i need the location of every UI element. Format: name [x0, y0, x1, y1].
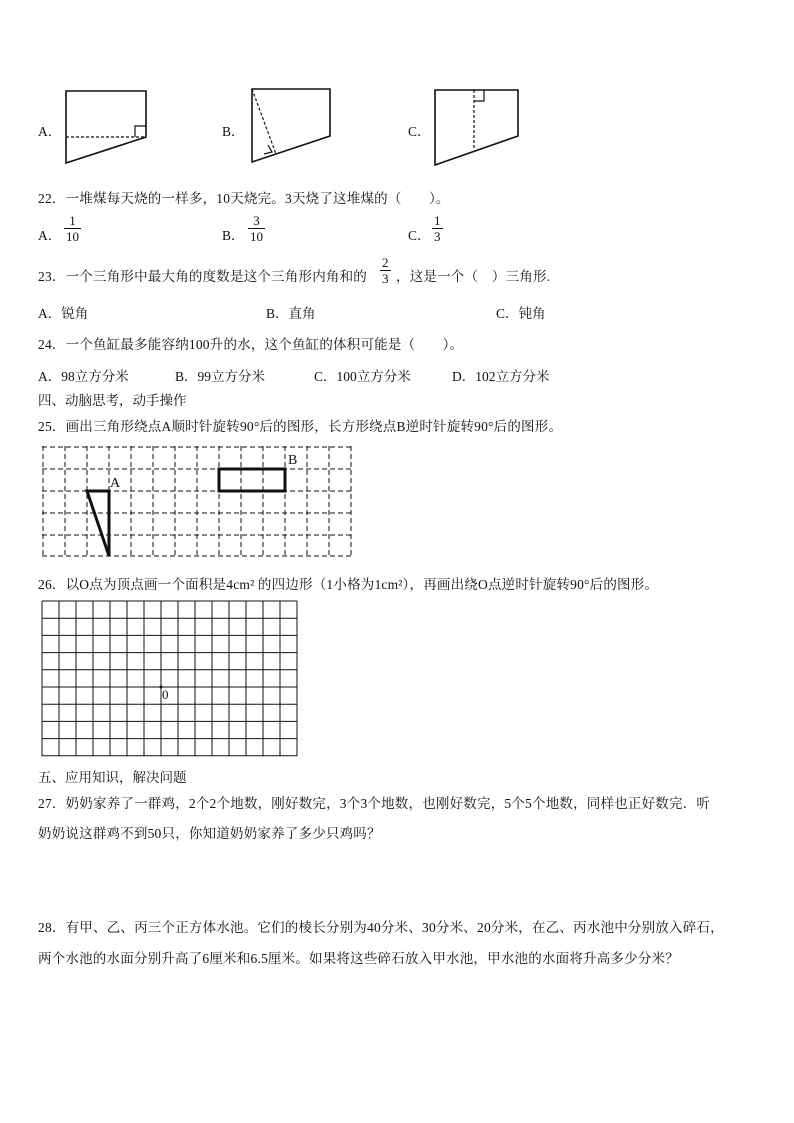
q24-text: 24．一个鱼缸最多能容纳100升的水，这个鱼缸的体积可能是（ ）。 — [38, 337, 464, 352]
q21-option-c-label: C． — [408, 124, 431, 139]
q23-text-before: 23．一个三角形中最大角的度数是这个三角形内角和的 — [38, 269, 367, 284]
q21-option-b-label: B． — [222, 124, 245, 139]
q21-figure-a — [60, 88, 155, 166]
q23-option-a: A．锐角 — [38, 306, 89, 321]
fraction-numerator: 1 — [69, 213, 76, 228]
fraction-denominator: 10 — [66, 229, 79, 244]
q22-option-c-label: C． — [408, 228, 431, 243]
q22-text: 22．一堆煤每天烧的一样多，10天烧完。3天烧了这堆煤的（ ）。 — [38, 191, 450, 206]
q25-point-b-label: B — [288, 453, 298, 468]
q28-text-line1: 28．有甲、乙、丙三个正方体水池。它们的棱长分别为40分米、30分米、20分米，在乙、丙水池中分别放入碎石， — [38, 920, 724, 935]
q25-triangle — [87, 491, 109, 556]
fraction-denominator: 3 — [382, 271, 389, 286]
q22-option-b-fraction — [248, 213, 265, 244]
q21-figure-b — [246, 86, 336, 166]
q23-fraction — [380, 255, 391, 286]
q25-point-a-label: A — [110, 476, 121, 491]
q23-option-b: B．直角 — [266, 306, 316, 321]
q28-text-line2: 两个水池的水面分别升高了6厘米和6.5厘米。如果将这些碎石放入甲水池，甲水池的水面将升高多少分米？ — [38, 951, 679, 966]
q25-dashed-grid — [42, 446, 354, 558]
q24-option-c: C．100立方分米 — [314, 369, 411, 384]
q24-option-d: D．102立方分米 — [452, 369, 550, 384]
fraction-numerator: 1 — [434, 213, 441, 228]
q27-text-line1: 27．奶奶家养了一群鸡，2个2个地数，刚好数完，3个3个地数，也刚好数完，5个5个地数，同样也正好数完．听 — [38, 796, 711, 811]
q25-rectangle — [219, 469, 285, 491]
fraction-denominator: 10 — [250, 229, 263, 244]
q24-option-a: A．98立方分米 — [38, 369, 129, 384]
q26-point-o-label: 0 — [162, 687, 169, 702]
fraction-denominator: 3 — [434, 229, 441, 244]
fraction-numerator: 2 — [382, 255, 389, 270]
q27-text-line2: 奶奶说这群鸡不到50只，你知道奶奶家养了多少只鸡吗？ — [38, 826, 381, 841]
q22-option-c-fraction — [432, 213, 443, 244]
q23-text-after: ，这是一个（ ）三角形. — [396, 269, 551, 284]
q25-text: 25．画出三角形绕点A顺时针旋转90°后的图形，长方形绕点B逆时针旋转90°后的图形。 — [38, 419, 563, 434]
section-4-heading: 四、动脑思考，动手操作 — [38, 393, 187, 408]
q22-option-a-fraction — [64, 213, 81, 244]
section-5-heading: 五、应用知识，解决问题 — [38, 770, 187, 785]
q21-figure-c — [430, 86, 525, 170]
q22-option-b-label: B． — [222, 228, 245, 243]
q24-option-b: B．99立方分米 — [175, 369, 266, 384]
q26-square-grid — [41, 600, 298, 757]
q21-option-a-label: A． — [38, 124, 62, 139]
q23-option-c: C．钝角 — [496, 306, 546, 321]
fraction-numerator: 3 — [253, 213, 260, 228]
q26-text: 26．以O点为顶点画一个面积是4cm² 的四边形（1小格为1cm²），再画出绕O点逆时针旋转90°后的图形。 — [38, 577, 659, 592]
q22-option-a-label: A． — [38, 228, 62, 243]
